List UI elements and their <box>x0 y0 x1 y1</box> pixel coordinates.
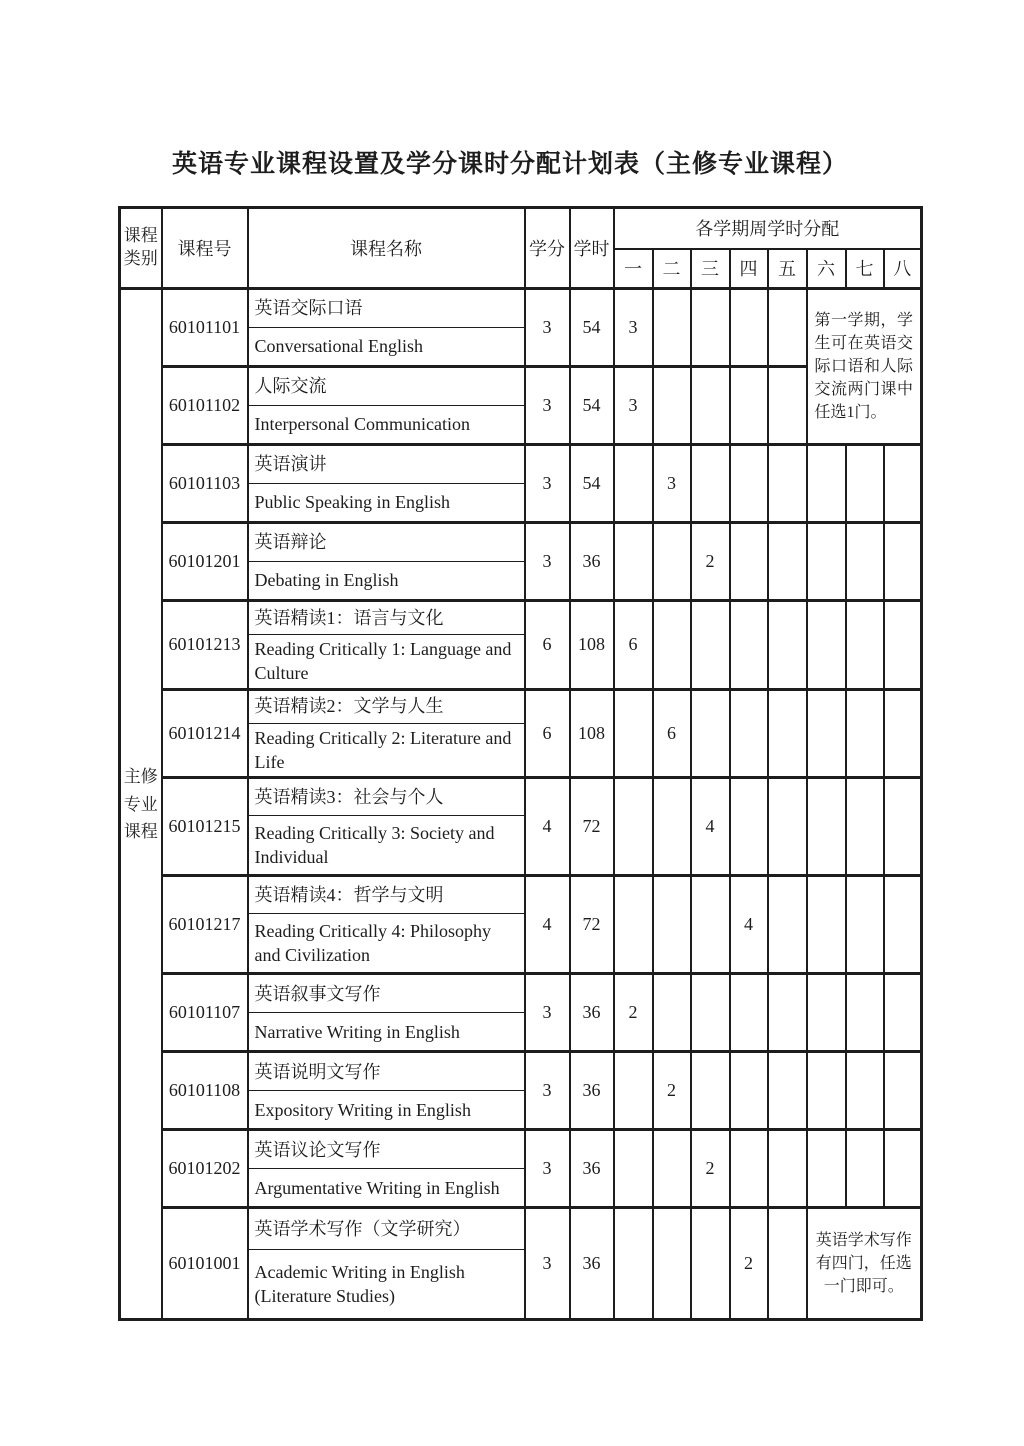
course-credits: 3 <box>525 445 570 523</box>
sem-hours-6 <box>807 601 846 690</box>
sem-hours-4: 4 <box>730 876 768 974</box>
sem-hours-1 <box>614 1208 653 1320</box>
sem-hours-1 <box>614 876 653 974</box>
sem-hours-3: 4 <box>691 778 730 876</box>
sem-hours-5 <box>768 778 807 876</box>
sem-hours-5 <box>768 289 807 367</box>
sem-hours-1 <box>614 689 653 778</box>
header-sem-3: 三 <box>691 249 730 289</box>
sem-hours-2 <box>653 601 691 690</box>
sem-hours-3 <box>691 689 730 778</box>
sem-hours-5 <box>768 523 807 601</box>
table-row <box>120 289 922 328</box>
table-row <box>120 523 922 562</box>
sem-hours-8 <box>884 1130 922 1208</box>
sem-hours-2 <box>653 523 691 601</box>
sem-hours-6 <box>807 689 846 778</box>
header-row-1 <box>120 208 922 249</box>
course-name-en: Expository Writing in English <box>248 1091 525 1130</box>
header-sem-2: 二 <box>653 249 691 289</box>
sem-hours-5 <box>768 974 807 1052</box>
sem-hours-3 <box>691 876 730 974</box>
course-credits: 3 <box>525 367 570 445</box>
course-hours: 108 <box>570 601 614 690</box>
sem-hours-8 <box>884 974 922 1052</box>
course-name-zh: 英语叙事文写作 <box>248 974 525 1013</box>
course-hours: 36 <box>570 1130 614 1208</box>
course-name-zh: 人际交流 <box>248 367 525 406</box>
sem-hours-3 <box>691 974 730 1052</box>
course-number: 60101001 <box>162 1208 248 1320</box>
category-label: 主修专业课程 <box>120 289 162 1320</box>
course-name-en: Public Speaking in English <box>248 484 525 523</box>
sem-hours-4 <box>730 289 768 367</box>
sem-hours-4 <box>730 689 768 778</box>
sem-hours-1 <box>614 778 653 876</box>
sem-hours-4: 2 <box>730 1208 768 1320</box>
sem-hours-6 <box>807 876 846 974</box>
course-number: 60101108 <box>162 1052 248 1130</box>
sem-hours-4 <box>730 1130 768 1208</box>
course-name-zh: 英语精读4：哲学与文明 <box>248 876 525 914</box>
course-name-en: Interpersonal Communication <box>248 406 525 445</box>
sem-hours-5 <box>768 1130 807 1208</box>
page-title: 英语专业课程设置及学分课时分配计划表（主修专业课程） <box>171 151 848 178</box>
sem-hours-2 <box>653 1208 691 1320</box>
sem-hours-7 <box>846 523 884 601</box>
course-hours: 54 <box>570 445 614 523</box>
course-name-en: Narrative Writing in English <box>248 1013 525 1052</box>
course-name-en: Debating in English <box>248 562 525 601</box>
header-credits: 学分 <box>525 208 570 289</box>
header-sem-7: 七 <box>846 249 884 289</box>
sem-hours-4 <box>730 974 768 1052</box>
course-number: 60101202 <box>162 1130 248 1208</box>
course-hours: 36 <box>570 974 614 1052</box>
course-name-zh: 英语精读1：语言与文化 <box>248 601 525 635</box>
note-elective-first-semester: 第一学期，学生可在英语交际口语和人际交流两门课中任选1门。 <box>807 289 922 445</box>
course-number: 60101213 <box>162 601 248 690</box>
sem-hours-8 <box>884 445 922 523</box>
table-row <box>120 1052 922 1091</box>
sem-hours-2: 6 <box>653 689 691 778</box>
header-sem-5: 五 <box>768 249 807 289</box>
course-number: 60101103 <box>162 445 248 523</box>
course-name-zh: 英语说明文写作 <box>248 1052 525 1091</box>
course-number: 60101215 <box>162 778 248 876</box>
sem-hours-2 <box>653 1130 691 1208</box>
sem-hours-3 <box>691 1208 730 1320</box>
course-number: 60101102 <box>162 367 248 445</box>
course-name-en: Conversational English <box>248 328 525 367</box>
sem-hours-4 <box>730 367 768 445</box>
sem-hours-6 <box>807 1052 846 1130</box>
sem-hours-3 <box>691 445 730 523</box>
table-row <box>120 445 922 484</box>
course-number: 60101201 <box>162 523 248 601</box>
header-course-name: 课程名称 <box>248 208 525 289</box>
sem-hours-2 <box>653 974 691 1052</box>
course-hours: 36 <box>570 1208 614 1320</box>
sem-hours-1: 6 <box>614 601 653 690</box>
sem-hours-4 <box>730 1052 768 1130</box>
course-hours: 36 <box>570 1052 614 1130</box>
sem-hours-7 <box>846 689 884 778</box>
sem-hours-5 <box>768 601 807 690</box>
course-name-zh: 英语交际口语 <box>248 289 525 328</box>
course-name-en: Reading Critically 2: Literature and Life <box>248 723 525 778</box>
sem-hours-6 <box>807 445 846 523</box>
course-number: 60101101 <box>162 289 248 367</box>
table-row <box>120 367 922 406</box>
course-hours: 72 <box>570 778 614 876</box>
sem-hours-6 <box>807 778 846 876</box>
course-name-zh: 英语议论文写作 <box>248 1130 525 1169</box>
sem-hours-7 <box>846 876 884 974</box>
sem-hours-7 <box>846 974 884 1052</box>
course-hours: 108 <box>570 689 614 778</box>
sem-hours-5 <box>768 445 807 523</box>
sem-hours-7 <box>846 778 884 876</box>
sem-hours-3 <box>691 1052 730 1130</box>
sem-hours-8 <box>884 876 922 974</box>
course-credits: 3 <box>525 289 570 367</box>
table-header <box>120 208 922 289</box>
sem-hours-2 <box>653 778 691 876</box>
course-credits: 4 <box>525 876 570 974</box>
sem-hours-3 <box>691 289 730 367</box>
sem-hours-3 <box>691 601 730 690</box>
sem-hours-6 <box>807 974 846 1052</box>
course-hours: 54 <box>570 289 614 367</box>
sem-hours-4 <box>730 523 768 601</box>
sem-hours-1: 2 <box>614 974 653 1052</box>
sem-hours-5 <box>768 1208 807 1320</box>
course-credits: 3 <box>525 974 570 1052</box>
sem-hours-8 <box>884 689 922 778</box>
sem-hours-2 <box>653 367 691 445</box>
header-semester-group: 各学期周学时分配 <box>614 208 922 249</box>
header-sem-8: 八 <box>884 249 922 289</box>
course-name-en: Academic Writing in English (Literature Studies) <box>248 1250 525 1320</box>
sem-hours-2 <box>653 289 691 367</box>
sem-hours-8 <box>884 601 922 690</box>
course-name-en: Reading Critically 3: Society and Individual <box>248 816 525 876</box>
table-row <box>120 1130 922 1169</box>
sem-hours-1 <box>614 523 653 601</box>
sem-hours-5 <box>768 1052 807 1130</box>
sem-hours-2 <box>653 876 691 974</box>
header-sem-6: 六 <box>807 249 846 289</box>
course-name-zh: 英语精读3：社会与个人 <box>248 778 525 816</box>
header-hours: 学时 <box>570 208 614 289</box>
course-number: 60101214 <box>162 689 248 778</box>
course-credits: 3 <box>525 1052 570 1130</box>
course-name-zh: 英语辩论 <box>248 523 525 562</box>
sem-hours-3: 2 <box>691 1130 730 1208</box>
course-number: 60101217 <box>162 876 248 974</box>
sem-hours-7 <box>846 445 884 523</box>
course-hours: 72 <box>570 876 614 974</box>
table-row <box>120 689 922 723</box>
sem-hours-8 <box>884 1052 922 1130</box>
sem-hours-2: 2 <box>653 1052 691 1130</box>
course-name-en: Reading Critically 1: Language and Culture <box>248 635 525 690</box>
note-academic-writing-elective: 英语学术写作有四门，任选一门即可。 <box>807 1208 922 1320</box>
course-plan-table <box>118 206 923 1321</box>
course-credits: 6 <box>525 601 570 690</box>
sem-hours-5 <box>768 689 807 778</box>
course-name-zh: 英语演讲 <box>248 445 525 484</box>
sem-hours-1: 3 <box>614 289 653 367</box>
sem-hours-1 <box>614 1130 653 1208</box>
sem-hours-6 <box>807 523 846 601</box>
sem-hours-6 <box>807 1130 846 1208</box>
header-category: 课程类别 <box>120 208 162 289</box>
header-course-no: 课程号 <box>162 208 248 289</box>
table-row <box>120 601 922 635</box>
header-sem-4: 四 <box>730 249 768 289</box>
course-name-en: Argumentative Writing in English <box>248 1169 525 1208</box>
sem-hours-2: 3 <box>653 445 691 523</box>
table-row <box>120 1208 922 1250</box>
sem-hours-1 <box>614 445 653 523</box>
sem-hours-7 <box>846 601 884 690</box>
course-credits: 4 <box>525 778 570 876</box>
course-credits: 3 <box>525 1208 570 1320</box>
sem-hours-4 <box>730 445 768 523</box>
table-row <box>120 876 922 914</box>
sem-hours-7 <box>846 1052 884 1130</box>
sem-hours-4 <box>730 778 768 876</box>
sem-hours-8 <box>884 778 922 876</box>
course-credits: 3 <box>525 523 570 601</box>
sem-hours-3 <box>691 367 730 445</box>
course-hours: 36 <box>570 523 614 601</box>
table-row <box>120 778 922 816</box>
sem-hours-5 <box>768 876 807 974</box>
sem-hours-4 <box>730 601 768 690</box>
table-row <box>120 974 922 1013</box>
sem-hours-5 <box>768 367 807 445</box>
course-number: 60101107 <box>162 974 248 1052</box>
header-sem-1: 一 <box>614 249 653 289</box>
sem-hours-1 <box>614 1052 653 1130</box>
course-hours: 54 <box>570 367 614 445</box>
course-credits: 3 <box>525 1130 570 1208</box>
sem-hours-7 <box>846 1130 884 1208</box>
course-name-zh: 英语精读2：文学与人生 <box>248 689 525 723</box>
course-credits: 6 <box>525 689 570 778</box>
sem-hours-8 <box>884 523 922 601</box>
course-name-zh: 英语学术写作（文学研究） <box>248 1208 525 1250</box>
sem-hours-1: 3 <box>614 367 653 445</box>
sem-hours-3: 2 <box>691 523 730 601</box>
course-name-en: Reading Critically 4: Philosophy and Civilization <box>248 914 525 974</box>
